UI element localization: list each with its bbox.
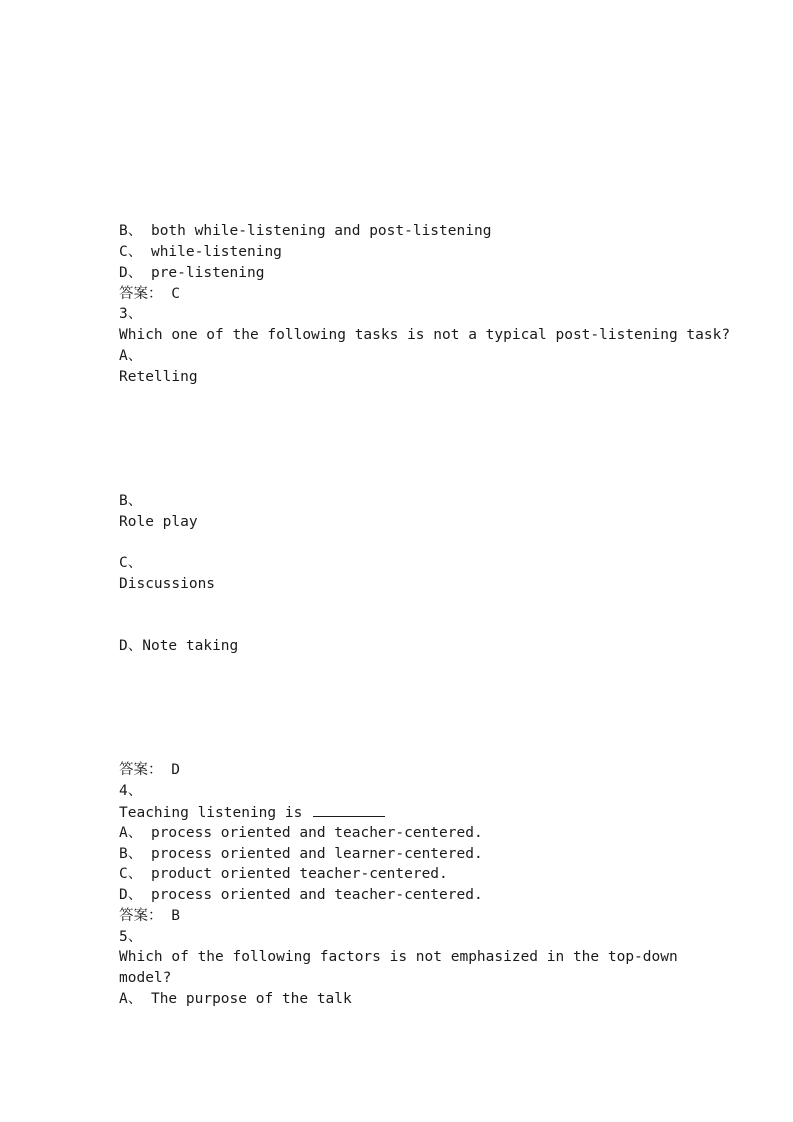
q5-number: 5、: [119, 929, 143, 945]
q5-option-a: A、 The purpose of the talk: [119, 991, 352, 1007]
q3-option-b-label: B、: [119, 493, 143, 509]
q3-option-d: D、Note taking: [119, 638, 239, 654]
q2-option-c: C、 while-listening: [119, 244, 282, 260]
q5-question-line1: Which of the following factors is not emphasized in the top-down: [119, 949, 678, 965]
q2-option-b: B、 both while-listening and post-listening: [119, 223, 492, 239]
q4-answer-blank: [313, 802, 385, 817]
q3-answer: 答案： D: [119, 762, 180, 778]
q4-option-c: C、 product oriented teacher-centered.: [119, 866, 448, 882]
q4-question: [119, 802, 385, 823]
q3-number: 3、: [119, 306, 143, 322]
q4-question-text: Teaching listening is: [119, 805, 303, 821]
q4-option-b: B、 process oriented and learner-centered.: [119, 846, 483, 862]
q4-option-d: D、 process oriented and teacher-centered.: [119, 887, 483, 903]
q3-option-b-text: Role play: [119, 514, 198, 530]
q3-option-a-label: A、: [119, 348, 143, 364]
q4-option-a: A、 process oriented and teacher-centered.: [119, 825, 483, 841]
q5-question-line2: model?: [119, 970, 172, 986]
q3-option-c-label: C、: [119, 555, 143, 571]
q2-option-d: D、 pre-listening: [119, 265, 265, 281]
q3-question: Which one of the following tasks is not a typical post-listening task?: [119, 327, 731, 343]
q3-option-a-text: Retelling: [119, 369, 198, 385]
q2-answer: 答案： C: [119, 286, 180, 302]
q4-answer: 答案： B: [119, 908, 180, 924]
q4-number: 4、: [119, 783, 143, 799]
q3-option-c-text: Discussions: [119, 576, 216, 592]
